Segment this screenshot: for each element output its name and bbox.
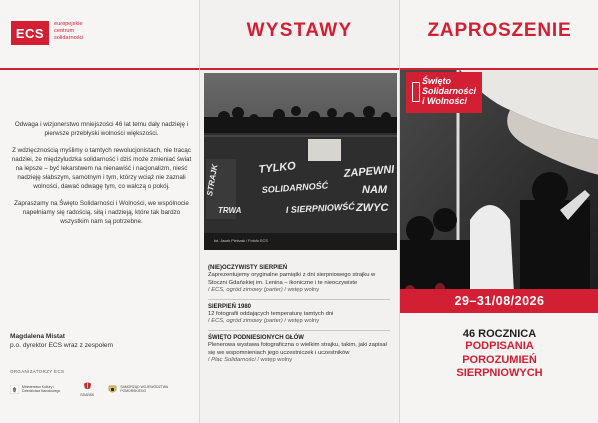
event-date: 29–31/08/2026 — [400, 289, 598, 313]
intro-panel — [0, 0, 199, 423]
organizer-pomorskie — [108, 385, 168, 394]
eagle-emblem-icon — [10, 385, 19, 394]
anniversary-line: PODPISANIA — [465, 340, 534, 352]
top-divider — [200, 68, 400, 70]
organizers-logos — [10, 381, 168, 397]
graffiti-text: SOLIDARNOŚĆ — [261, 180, 329, 195]
ecs-logo-text — [54, 21, 84, 42]
graffiti-text: STRAJK — [205, 163, 220, 197]
exhibition-place: Plac Solidarności — [211, 357, 256, 364]
intro-text — [9, 120, 194, 234]
exhibition-title: ŚWIĘTO PODNIESIONYCH GŁÓW — [208, 334, 304, 341]
intro-paragraph: Odwaga i wizjonerstwo mniejszości 46 lat temu dały nadzieję i pierwsze przebłyski wolności większości. — [14, 121, 189, 137]
badge-line: i Wolności — [422, 96, 467, 106]
anniversary-line: POROZUMIEŃ — [462, 353, 537, 366]
ecs-logo — [11, 21, 84, 45]
exhibitions-panel — [199, 0, 399, 423]
organizer-name: GDAŃSK — [80, 393, 95, 397]
signature-role: p.o. dyrektor ECS wraz z zespołem — [10, 342, 113, 349]
signature — [10, 332, 113, 350]
organizer-gdansk — [80, 381, 94, 397]
exhibition-place: ECS, ogród zimowy (parter) — [211, 287, 283, 294]
badge-logo-icon — [412, 82, 420, 102]
anniversary-line: 46 ROCZNICA — [462, 328, 537, 340]
organizer-name: Ministerstwo Kultury i Dziedzictwa Narodowego — [22, 384, 61, 394]
exhibition-entry: wstęp wolny — [287, 287, 320, 294]
signature-name: Magdalena Mistat — [10, 333, 65, 340]
graffiti-text: I SIERPNIOWŚĆ — [285, 201, 356, 215]
organizer-mkidn — [10, 385, 66, 394]
exhibition-entry: wstęp wolny — [287, 318, 320, 325]
logo-line: solidarności — [54, 35, 84, 41]
graffiti-text: NAM — [362, 184, 388, 196]
anniversary-heading — [400, 328, 598, 381]
top-divider — [0, 68, 199, 70]
organizers-label: ORGANIZATORZY ECS — [10, 369, 65, 374]
exhibition-title: (NIE)OCZYWISTY SIERPIEŃ — [208, 265, 288, 271]
pomorskie-crest-icon — [108, 385, 117, 394]
badge-line: Święto — [422, 76, 452, 86]
strike-train-photo — [204, 73, 397, 250]
exhibition-place: ECS, ogród zimowy (parter) — [211, 318, 283, 325]
exhibition-meta: / Plac Solidarności / wstęp wolny — [208, 357, 293, 364]
exhibitions-list — [208, 265, 390, 373]
strike-photo-graphic — [204, 73, 397, 250]
photo-caption: fot. Jacek Pietrzak / Fotofo ECS — [214, 239, 268, 243]
invitation-panel — [399, 0, 598, 423]
exhibition-item — [208, 304, 390, 331]
exhibition-item — [208, 265, 390, 300]
logo-line: europejskie — [54, 21, 83, 27]
intro-paragraph: Zapraszamy na Święto Solidarności i Wolności, we wspólnocie napełniamy się radością, siłą i nadzieją, które tak bardzo wszystkim nam są potrzebne. — [14, 200, 189, 225]
exhibition-desc: Zaprezentujemy oryginalne pamiątki z dni sierpniowego strajku w Stoczni Gdańskiej im. Lenina – ikoniczne i te nieoczywiste — [208, 272, 376, 286]
exhibition-item — [208, 335, 390, 369]
anniversary-line: SIERPNIOWYCH — [456, 367, 543, 379]
badge-line: Solidarności — [422, 86, 477, 96]
exhibition-meta: / ECS, ogród zimowy (parter) / wstęp wolny — [208, 287, 320, 294]
exhibition-title: SIERPIEŃ 1980 — [208, 303, 252, 310]
graffiti-text: TRWA — [218, 206, 242, 215]
exhibition-meta: / ECS, ogród zimowy (parter) / wstęp wolny — [208, 318, 320, 325]
logo-line: centrum — [54, 28, 75, 34]
festival-badge — [406, 72, 482, 113]
gdansk-crest-icon — [83, 381, 92, 390]
exhibitions-title: WYSTAWY — [246, 20, 353, 41]
organizer-name: SAMORZĄD WOJEWÓDZTWA POMORSKIEGO — [120, 384, 168, 394]
graffiti-text: ZWYC — [356, 202, 389, 214]
intro-paragraph: Z wdzięcznością myślimy o tamtych rewolucjonistach, nie tracąc nadziei, że międzyludzka solidarność i dziś może zmieniać świat na lepsze – być lekarstwem na nienawiść i nacjonalizm, nieść nadzieję słabszym, samotnym i tym, którzy wciąż nie zaznali wolności, dawać odwagę tym, co walczą o pokój. — [11, 147, 192, 190]
exhibition-desc: 12 fotografii oddających temperaturę tamtych dni — [208, 310, 334, 317]
graffiti-text: TYLKO — [258, 160, 297, 176]
invitation-title: ZAPROSZENIE — [427, 20, 572, 41]
exhibition-entry: wstęp wolny — [260, 357, 293, 364]
exhibition-desc: Plenerowa wystawa fotograficzna o wielkim strajku, takim, jaki zapisał się we wspomnieniach jego uczestniczek i uczestników — [208, 341, 387, 356]
ecs-logo-mark: ECS — [11, 21, 49, 45]
graffiti-text: ZAPEWNI — [343, 163, 395, 180]
